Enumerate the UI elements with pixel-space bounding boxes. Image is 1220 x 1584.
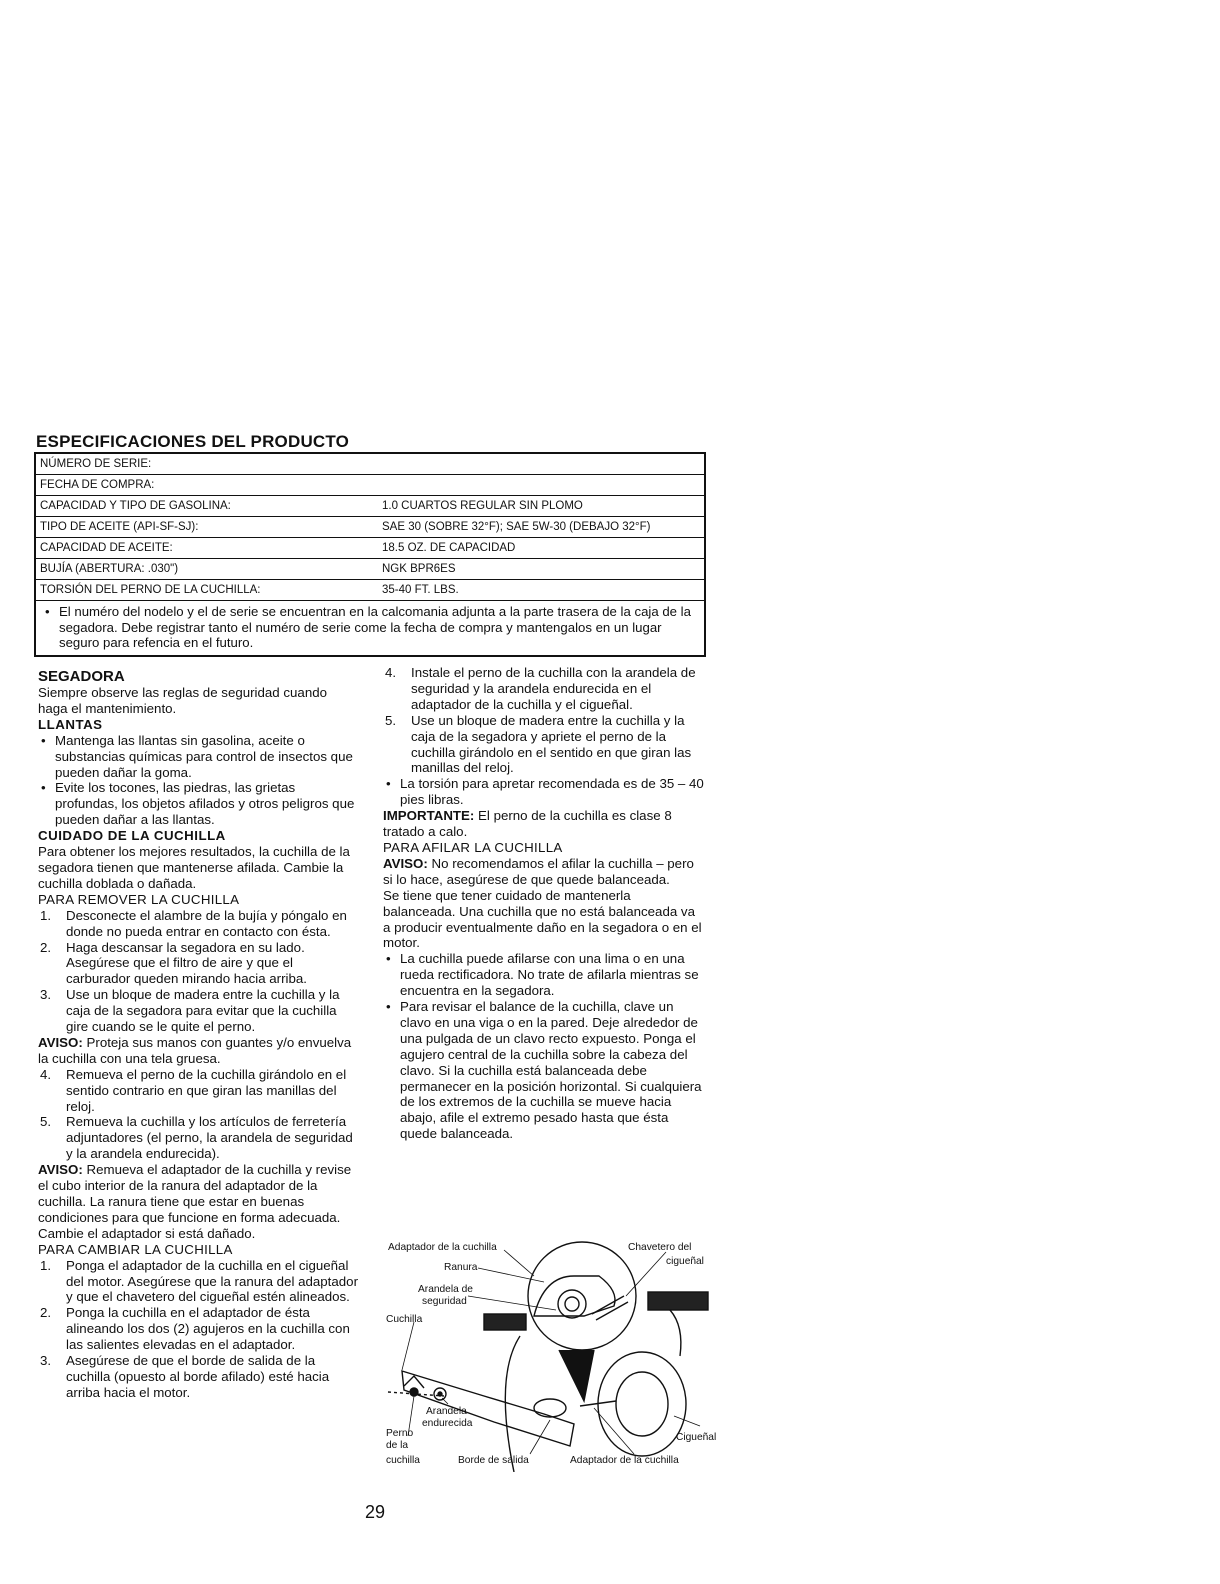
blade-tip <box>404 1376 424 1388</box>
deck-edge-right <box>670 1310 681 1356</box>
spec-label: BUJÍA (ABERTURA: .030") <box>35 559 378 580</box>
spec-label: TIPO DE ACEITE (API-SF-SJ): <box>35 517 378 538</box>
step-number: 4. <box>385 665 397 680</box>
spec-note <box>35 601 705 656</box>
spec-row <box>35 475 705 496</box>
step-text: Asegúrese de que el borde de salida de la cuchilla (opuesto al borde afilado) esté hacia arriba hacia el motor. <box>66 1353 330 1400</box>
aviso-text: Remueva el adaptador de la cuchilla y revise el cubo interior de la ranura del adaptador de la cuchilla. La ranura tiene que estar en buenas condiciones para que funcione en forma adecuada. Cambie el adaptador si está dañado. <box>38 1162 352 1241</box>
spec-label: TORSIÓN DEL PERNO DE LA CUCHILLA: <box>35 580 378 601</box>
aviso-lead: AVISO: <box>38 1034 83 1050</box>
cuidado-heading: CUIDADO DE LA CUCHILLA <box>38 828 226 844</box>
step-number: 1. <box>40 907 52 923</box>
list-item <box>38 1114 360 1162</box>
aviso-lead: AVISO: <box>383 855 428 871</box>
cuidado-text: Para obtener los mejores resultados, la cuchilla de la segadora tienen que mantenerse afilada. Cambie la cuchilla doblada o dañada. <box>38 844 350 891</box>
wheel-hub-icon <box>616 1372 668 1436</box>
label-adaptador-top: Adaptador de la cuchilla <box>388 1242 497 1253</box>
spec-title: ESPECIFICACIONES DEL PRODUCTO <box>36 432 350 451</box>
spec-value: NGK BPR6ES <box>378 559 705 580</box>
spec-row <box>35 559 705 580</box>
balance-text: Se tiene que tener cuidado de mantenerla balanceada. Una cuchilla que no está balanceada va a producir eventualmente daño en la segadora o en el motor. <box>383 887 702 951</box>
page-number: 29 <box>365 1502 386 1522</box>
detail-pointer-cone <box>559 1350 594 1401</box>
blade-adapter-lower <box>534 1399 566 1417</box>
list-item: • La cuchilla puede afilarse con una lima o en una rueda rectificadora. No trate de afilarla mientras se encuentra en la segadora. <box>383 951 705 999</box>
aviso-text: No recomendamos el afilar la cuchilla – pero si lo hace, asegúrese de que quede balanceada. <box>383 855 694 887</box>
step-text: Remueva la cuchilla y los artículos de ferretería adjuntadores (el perno, la arandela de seguridad y la arandela endurecida). <box>66 1114 353 1162</box>
label-chavetero-1: Chavetero del <box>628 1242 692 1253</box>
cambiar-heading: PARA CAMBIAR LA CUCHILLA <box>38 1241 233 1257</box>
list-item <box>38 940 360 988</box>
remover-steps-a <box>38 908 360 1035</box>
spec-row <box>35 538 705 559</box>
magnified-detail-circle <box>528 1242 636 1350</box>
figure-drawing <box>388 1242 708 1472</box>
washer-hole-icon <box>438 1392 442 1396</box>
bolt-head-icon <box>410 1388 418 1396</box>
aviso-afilar <box>383 856 705 888</box>
step-text: Remueva el perno de la cuchilla girándolo en el sentido contrario en que giran las manillas del reloj. <box>66 1066 347 1114</box>
right-column <box>383 665 705 1142</box>
label-adaptador-bottom: Adaptador de la cuchilla <box>570 1455 679 1466</box>
wheel-icon <box>598 1352 686 1456</box>
list-item <box>38 1353 360 1401</box>
llantas-list <box>38 733 360 828</box>
spec-value: SAE 30 (SOBRE 32°F); SAE 5W-30 (DEBAJO 32°F) <box>378 517 705 538</box>
spec-label: FECHA DE COMPRA: <box>35 475 378 496</box>
aviso-lead: AVISO: <box>38 1162 83 1178</box>
remover-steps-b <box>38 1067 360 1162</box>
spec-row <box>35 580 705 601</box>
cambiar-steps <box>38 1258 360 1401</box>
afilar-list <box>383 951 705 1142</box>
importante-lead: IMPORTANTE: <box>383 808 475 824</box>
label-ranura: Ranura <box>444 1262 478 1273</box>
step-text: Desconecte el alambre de la bujía y póngalo en donde no pueda entrar en contacto con ésta. <box>66 907 347 939</box>
label-borde: Borde de salida <box>458 1455 529 1466</box>
cambiar-steps-cont <box>383 665 705 776</box>
spec-value: 18.5 OZ. DE CAPACIDAD <box>378 538 705 559</box>
list-item <box>38 987 360 1035</box>
spec-value: 35-40 FT. LBS. <box>378 580 705 601</box>
engine-grille-left <box>484 1314 526 1330</box>
spec-row <box>35 453 705 475</box>
list-item <box>383 713 705 777</box>
spec-label: NÚMERO DE SERIE: <box>35 453 378 475</box>
remover-heading: PARA REMOVER LA CUCHILLA <box>38 891 240 907</box>
spec-label: CAPACIDAD Y TIPO DE GASOLINA: <box>35 496 378 517</box>
aviso-guantes <box>38 1035 360 1067</box>
list-item: • Evite los tocones, las piedras, las grietas profundas, los objetos afilados y otros peligros que pueden dañar a las llantas. <box>38 780 360 828</box>
list-item <box>38 908 360 940</box>
spec-row <box>35 496 705 517</box>
adapter-hub-icon <box>558 1290 586 1318</box>
engine-grille-right <box>648 1292 708 1310</box>
spec-table <box>34 452 706 657</box>
step-number: 2. <box>40 1305 52 1321</box>
spec-row <box>35 517 705 538</box>
left-column <box>38 668 360 1401</box>
aviso-text: Proteja sus manos con guantes y/o envuelva la cuchilla con una tela gruesa. <box>38 1034 352 1066</box>
blade-assembly-figure <box>384 1236 718 1472</box>
segadora-intro: Siempre observe las reglas de seguridad cuando haga el mantenimiento. <box>38 685 328 716</box>
spec-value: 1.0 CUARTOS REGULAR SIN PLOMO <box>378 496 705 517</box>
importante-text: El perno de la cuchilla es clase 8 tratado a calo. <box>383 808 672 840</box>
label-perno-1: Perno <box>386 1428 414 1439</box>
list-item: • Para revisar el balance de la cuchilla, clave un clavo en una viga o en la pared. Deje alrededor de una pulgada de un clavo recto expuesto. Ponga el agujero central de la cuchilla sobre la cabeza del clavo. Si la cuchilla está balanceada debe permanecer en la posición horizontal. Si cualquiera de los extremos de la cuchilla se mueve hacia abajo, afile el extremo pesado hasta que ésta quede balanceada. <box>383 999 705 1142</box>
llantas-heading: LLANTAS <box>38 716 103 732</box>
list-item <box>38 1305 360 1353</box>
step-number: 4. <box>40 1066 52 1082</box>
label-cuchilla: Cuchilla <box>386 1314 423 1325</box>
spec-value <box>378 475 705 496</box>
label-arandela-seguridad-2: seguridad <box>422 1296 467 1307</box>
step-number: 5. <box>40 1114 52 1130</box>
step-number: 3. <box>40 987 52 1003</box>
label-arandela-seguridad-1: Arandela de <box>418 1284 473 1295</box>
label-chavetero-2: cigueñal <box>666 1256 704 1267</box>
step-text: Use un bloque de madera entre la cuchilla y la caja de la segadora para evitar que la cuchilla gire cuando se le quite el perno. <box>66 987 340 1035</box>
label-arandela-endurecida-2: endurecida <box>422 1418 473 1429</box>
step-text: Ponga el adaptador de la cuchilla en el cigueñal del motor. Asegúrese que la ranura del adaptador y que el chavetero del cigueñal estén alineados. <box>66 1257 358 1305</box>
label-perno-3: cuchilla <box>386 1455 420 1466</box>
step-text: Instale el perno de la cuchilla con la arandela de seguridad y la arandela endurecida en el adaptador de la cuchilla y el cigueñal. <box>411 665 696 712</box>
afilar-heading: PARA AFILAR LA CUCHILLA <box>383 839 563 855</box>
spec-note-bullet: • El numéro del nodelo y el de serie se encuentran en la calcomania adjunta a la parte trasera de la caja de la segadora. Debe registrar tanto el numéro de serie come la fecha de compra y mantengalos en un lugar seguro para refencia en el futuro. <box>42 604 698 651</box>
figure-labels <box>386 1242 716 1466</box>
step-text: Ponga la cuchilla en el adaptador de ésta alineando los dos (2) agujeros en la cuchilla con las salientes elevadas en el adaptador. <box>66 1305 350 1353</box>
spec-label: CAPACIDAD DE ACEITE: <box>35 538 378 559</box>
step-number: 1. <box>40 1257 52 1273</box>
importante-note <box>383 808 705 840</box>
label-perno-2: de la <box>386 1440 409 1451</box>
label-arandela-endurecida-1: Arandela <box>426 1406 467 1417</box>
label-ciguenal: Cigueñal <box>676 1432 717 1443</box>
aviso-adaptador <box>38 1162 360 1242</box>
adapter-hole-icon <box>565 1297 579 1311</box>
step-text: Haga descansar la segadora en su lado. Asegúrese que el filtro de aire y que el carburador queden mirando hacia arriba. <box>66 939 307 987</box>
spec-value <box>378 453 705 475</box>
list-item <box>383 665 705 713</box>
step-text: Use un bloque de madera entre la cuchilla y la caja de la segadora y apriete el perno de la cuchilla girándolo en el sentido en que giran las manillas del reloj. <box>411 712 692 776</box>
list-item: • La torsión para apretar recomendada es de 35 – 40 pies libras. <box>383 776 705 808</box>
list-item <box>38 1258 360 1306</box>
list-item <box>38 1067 360 1115</box>
step-number: 3. <box>40 1353 52 1369</box>
segadora-heading: SEGADORA <box>38 668 125 685</box>
list-item: • Mantenga las llantas sin gasolina, aceite o substancias químicas para control de insectos que pueden dañar la goma. <box>38 733 360 781</box>
step-number: 2. <box>40 939 52 955</box>
torsion-list <box>383 776 705 808</box>
step-number: 5. <box>385 712 397 728</box>
